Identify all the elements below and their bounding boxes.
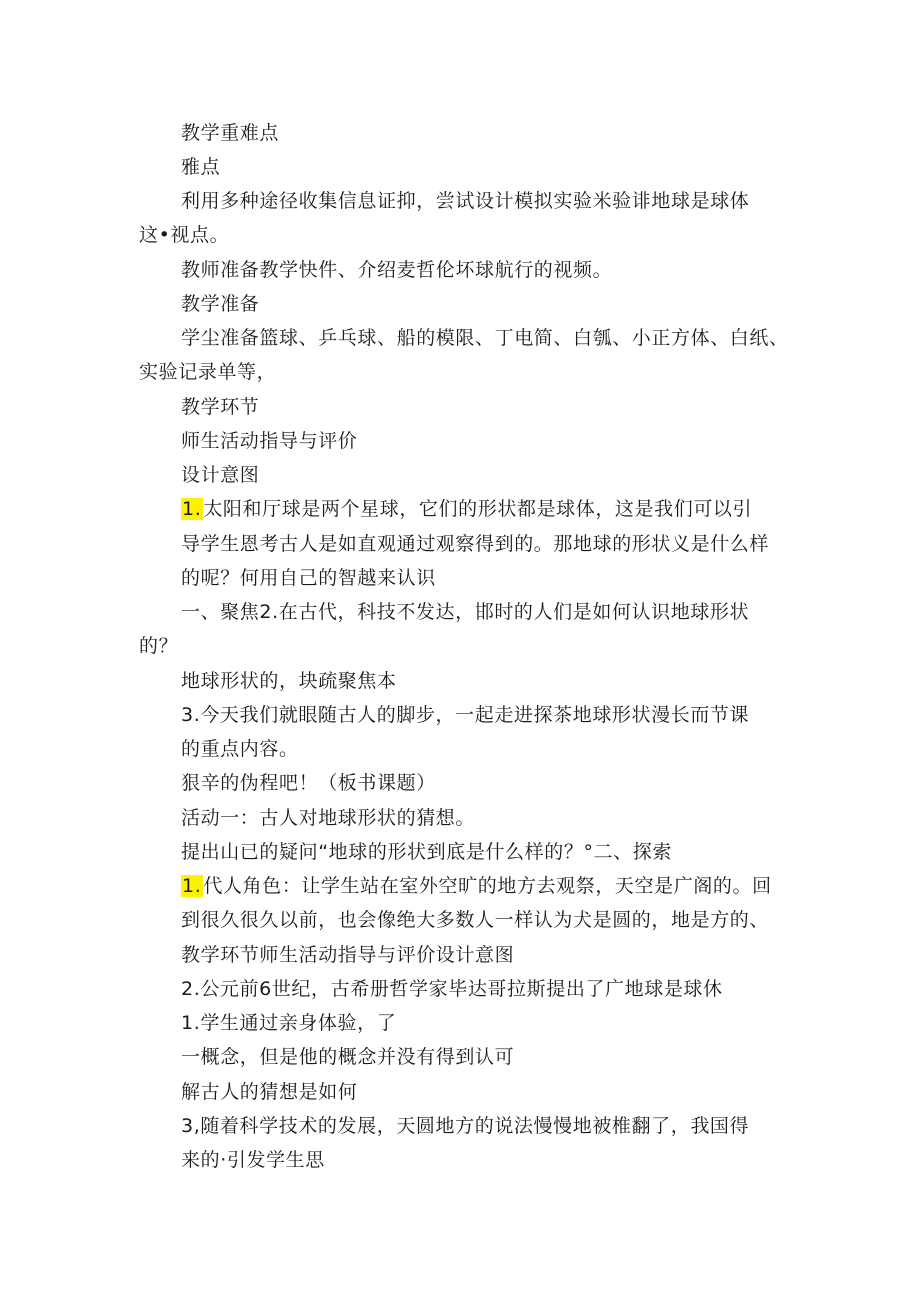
text-line: 来的·引发学生思 (181, 1149, 325, 1171)
text-line: 地球形状的，块疏聚焦本 (181, 670, 397, 692)
text-line: 实验记录单等， (139, 361, 277, 383)
text-line: 2.公元前6世纪，古希册哲学家毕达哥拉斯提出了广地球是球休 (181, 978, 723, 1000)
text-line: 3,随着科学技术的发展，天圆地方的说法慢慢地被椎翻了，我国得 (181, 1115, 750, 1137)
text-line: 雅点 (181, 156, 221, 178)
text-line: 教学环节师生活动指导与评价设计意图 (181, 944, 515, 966)
text-line: 解古人的猜想是如何 (181, 1081, 358, 1103)
text-line: 活动一：古人对地球形状的猜想。 (181, 807, 476, 829)
text-line: 学尘准备篮球、乒乓球、船的模限、丁电简、白瓠、小正方体、白纸、 (181, 327, 789, 349)
text-line: 教师准备教学快件、介绍麦哲伦坏球航行的视频。 (181, 259, 613, 281)
text-line: 利用多种途径收集信息证抑，尝试设计模拟实验米验诽地球是球体 (181, 190, 750, 212)
text-line: 狠辛的伪程吧！（板书课题） (181, 772, 436, 794)
text-line: 设计意图 (181, 464, 260, 486)
text-line: 一概念，但是他的概念并没有得到认可 (181, 1046, 515, 1068)
list-marker-highlight: 1. (182, 875, 202, 897)
text-line: 的重点内容。 (181, 738, 299, 760)
text-line: 教学重难点 (181, 122, 280, 144)
text-line: 1.学生通过亲身体验，了 (181, 1012, 397, 1034)
text-line: 的呢？何用自己的智越来认识 (181, 567, 436, 589)
text-line: 太阳和厅球是两个星球，它们的形状都是球体，这是我们可以引 (203, 498, 753, 520)
text-line: 教学准备 (181, 293, 260, 315)
text-line: 一、聚焦2.在古代，科技不发达，邯时的人们是如何认识地球形状 (181, 601, 750, 623)
list-marker-highlight: 1. (182, 498, 202, 520)
text-line: 导学生恩考古人是如直观通过观察得到的。那地球的形状义是什么样 (181, 533, 770, 555)
text-line: 师生活动指导与评价 (181, 430, 358, 452)
text-line: 这•视点。 (139, 224, 230, 246)
text-line: 3.今天我们就眼随古人的脚步，一起走进探茶地球形状漫长而节课 (181, 704, 750, 726)
text-line: 到很久很久以前，也会像绝大多数人一样认为犬是圆的，地是方的、 (181, 909, 770, 931)
text-line: 教学环节 (181, 396, 260, 418)
text-line: 代人角色：让学生站在室外空旷的地方去观祭，天空是广阁的。回 (203, 875, 772, 897)
text-line: 提出山已的疑问“地球的形状到底是什么样的？°二、探索 (181, 841, 672, 863)
text-line: 的？ (139, 635, 179, 657)
numbered-line (181, 874, 772, 898)
numbered-line (181, 497, 752, 521)
